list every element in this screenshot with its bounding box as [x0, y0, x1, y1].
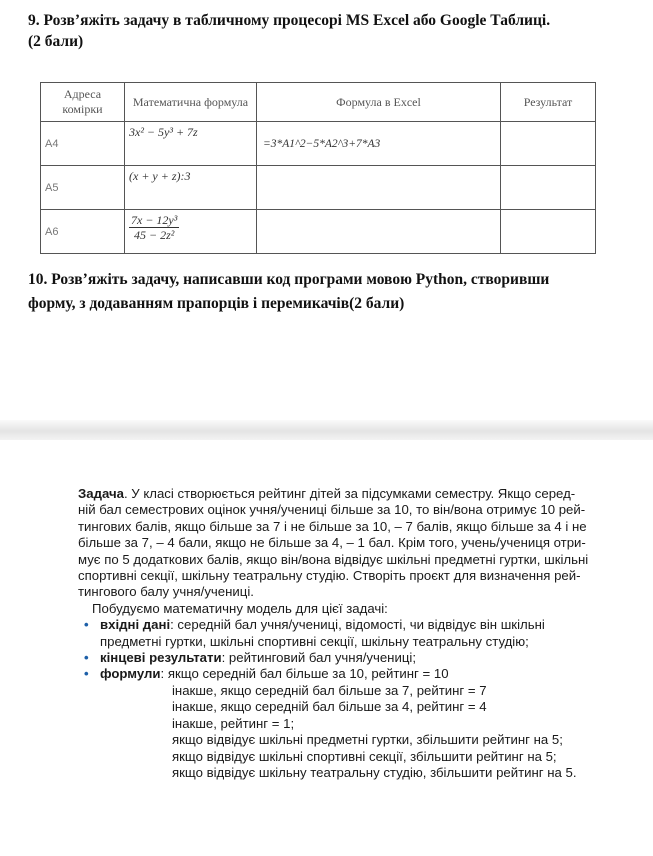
cell-result [501, 210, 596, 254]
cell-address: A5 [41, 166, 125, 210]
formula-line: інакше, якщо середній бал більше за 7, рейтинг = 7 [172, 682, 487, 698]
bullet-icon: • [84, 650, 89, 666]
formula-line: інакше, якщо середній бал більше за 4, рейтинг = 4 [172, 699, 487, 715]
table-row [41, 210, 596, 254]
cell-excel-formula: =3*A1^2−5*A2^3+7*A3 [257, 122, 501, 166]
task-label: Задача [78, 486, 124, 501]
outputs-label: кінцеві результати [100, 650, 222, 666]
bullet-outputs: • кінцеві результати: рейтинговий бал учня/учениці; [84, 650, 416, 666]
formula-line: інакше, рейтинг = 1; [172, 715, 295, 731]
task-9-heading [28, 10, 638, 52]
cell-result [501, 122, 596, 166]
cell-result [501, 166, 596, 210]
task-9-points: (2 бали) [28, 33, 84, 50]
header-math-formula: Математична формула [125, 83, 257, 122]
fraction-numerator: 7x − 12y³ [131, 213, 178, 227]
table-row [41, 166, 596, 210]
fraction-denominator: 45 − 2z² [133, 228, 175, 242]
bullet-formulas: • формули: якщо середній бал більше за 10, рейтинг = 10 [84, 666, 449, 682]
task-line: тингового балу учня/учениці. [78, 584, 254, 600]
cell-math-formula: (x + y + z):3 [125, 166, 257, 210]
textbook-excerpt [78, 486, 618, 781]
header-result: Результат [501, 83, 596, 122]
task-line: ній бал семестрових оцінок учня/учениці більше за 10, то він/вона отримує 10 рей- [78, 502, 586, 518]
task-line: спортивні секції, шкільну театральну студію. Створіть проєкт для визначення рей- [78, 568, 581, 584]
table-header-row [41, 83, 596, 122]
cell-address: A6 [41, 210, 125, 254]
table-row [41, 122, 596, 166]
task-10-title-continued: форму, з додаванням прапорців і перемикачів(2 бали) [28, 295, 405, 312]
cell-address: A4 [41, 122, 125, 166]
bullet-icon: • [84, 617, 89, 633]
task-10-heading [28, 268, 628, 316]
fraction [129, 213, 179, 242]
cell-excel-formula [257, 166, 501, 210]
bullet-inputs: • вхідні дані: середній бал учня/учениці, відомості, чи відвідує він шкільні [84, 617, 545, 633]
bullet-icon: • [84, 666, 89, 682]
formula-line: якщо відвідує шкільні предметні гуртки, збільшити рейтинг на 5; [172, 732, 563, 748]
task-line: більше за 7, – 4 бали, якщо не більше за 4, – 1 бал. Крім того, учень/учениця отри- [78, 535, 586, 551]
header-excel-formula: Формула в Excel [257, 83, 501, 122]
task-9-title: 9. Розв’яжіть задачу в табличному процесорі MS Excel або Google Таблиці. [28, 12, 551, 29]
cell-math-formula [125, 210, 257, 254]
section-divider [0, 420, 653, 440]
formula-line: якщо відвідує шкільну театральну студію, збільшити рейтинг на 5. [172, 764, 577, 780]
cell-math-formula: 3x² − 5y³ + 7z [125, 122, 257, 166]
task-10-title: 10. Розв’яжіть задачу, написавши код програми мовою Python, створивши [28, 271, 550, 288]
excel-task-table [40, 82, 596, 254]
task-line: Задача. У класі створюється рейтинг дітей за підсумками семестру. Якщо серед- [78, 486, 576, 501]
task-line: мує по 5 додаткових балів, якщо він/вона відвідує шкільні предметні гуртки, шкільні [78, 551, 589, 567]
header-address: Адреса комірки [41, 83, 125, 122]
inputs-label: вхідні дані [100, 617, 171, 633]
inputs-continued: предметні гуртки, шкільні спортивні секції, шкільну театральну студію; [100, 633, 529, 649]
model-intro: Побудуємо математичну модель для цієї задачі: [92, 600, 388, 616]
formulas-label: формули [100, 666, 161, 682]
formula-line: якщо відвідує шкільні спортивні секції, збільшити рейтинг на 5; [172, 748, 557, 764]
task-line: тингових балів, якщо більше за 7 і не більше за 10, – 7 балів, якщо більше за 4 і не [78, 518, 587, 534]
cell-excel-formula [257, 210, 501, 254]
